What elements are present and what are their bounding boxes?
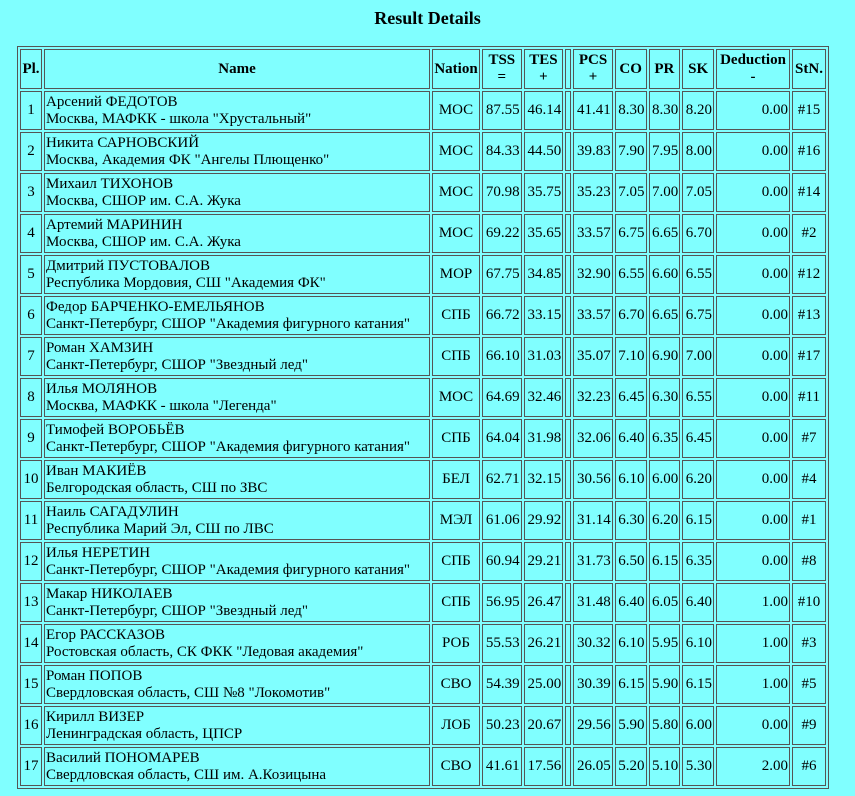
skater-club: Санкт-Петербург, СШОР "Звездный лед" [46, 602, 308, 619]
table-row [20, 460, 826, 499]
co-cell: 7.05 [615, 173, 647, 212]
spacer-cell [565, 747, 571, 786]
spacer-cell [565, 624, 571, 663]
nation-cell: МОР [432, 255, 480, 294]
start-number-cell: #14 [792, 173, 826, 212]
header-deduction-label: Deduction [720, 52, 786, 68]
skater-club: Москва, СШОР им. С.А. Жука [46, 192, 241, 209]
skater-club: Республика Мордовия, СШ "Академия ФК" [46, 274, 326, 291]
skater-club: Москва, Академия ФК "Ангелы Плющенко" [46, 151, 330, 168]
pcs-cell: 29.56 [573, 706, 613, 745]
tss-cell: 55.53 [482, 624, 522, 663]
pcs-cell: 32.90 [573, 255, 613, 294]
tss-cell: 66.72 [482, 296, 522, 335]
deduction-cell: 0.00 [716, 337, 790, 376]
start-number-cell: #13 [792, 296, 826, 335]
tss-cell: 64.69 [482, 378, 522, 417]
pcs-cell: 31.73 [573, 542, 613, 581]
place-cell: 12 [20, 542, 42, 581]
pcs-cell: 32.23 [573, 378, 613, 417]
pcs-cell: 30.39 [573, 665, 613, 704]
start-number-cell: #4 [792, 460, 826, 499]
start-number-cell: #17 [792, 337, 826, 376]
table-row [20, 624, 826, 663]
table-row [20, 706, 826, 745]
sk-cell: 8.00 [682, 132, 714, 171]
tss-cell: 69.22 [482, 214, 522, 253]
spacer-cell [565, 91, 571, 130]
pr-cell: 6.00 [649, 460, 681, 499]
start-number-cell: #1 [792, 501, 826, 540]
table-row [20, 583, 826, 622]
sk-cell: 6.55 [682, 378, 714, 417]
start-number-cell: #10 [792, 583, 826, 622]
name-cell [44, 378, 430, 417]
skater-club: Республика Марий Эл, СШ по ЛВС [46, 520, 274, 537]
spacer-cell [565, 706, 571, 745]
nation-cell: МОС [432, 173, 480, 212]
pr-cell: 6.65 [649, 214, 681, 253]
name-cell [44, 337, 430, 376]
table-row [20, 501, 826, 540]
deduction-cell: 0.00 [716, 378, 790, 417]
tes-cell: 35.65 [524, 214, 564, 253]
pcs-cell: 33.57 [573, 214, 613, 253]
co-cell: 6.30 [615, 501, 647, 540]
tss-cell: 87.55 [482, 91, 522, 130]
name-cell [44, 296, 430, 335]
nation-cell: СПБ [432, 542, 480, 581]
name-cell [44, 747, 430, 786]
pcs-cell: 41.41 [573, 91, 613, 130]
sk-cell: 6.15 [682, 501, 714, 540]
sk-cell: 6.75 [682, 296, 714, 335]
header-tes [524, 49, 564, 89]
start-number-cell: #16 [792, 132, 826, 171]
table-row [20, 255, 826, 294]
deduction-cell: 0.00 [716, 706, 790, 745]
header-tss [482, 49, 522, 89]
nation-cell: СПБ [432, 583, 480, 622]
name-cell [44, 501, 430, 540]
deduction-cell: 0.00 [716, 255, 790, 294]
skater-name: Никита САРНОВСКИЙ [46, 134, 200, 151]
pr-cell: 5.90 [649, 665, 681, 704]
spacer-cell [565, 378, 571, 417]
tes-cell: 26.47 [524, 583, 564, 622]
pcs-cell: 33.57 [573, 296, 613, 335]
header-deduction [716, 49, 790, 89]
tss-cell: 54.39 [482, 665, 522, 704]
pr-cell: 6.65 [649, 296, 681, 335]
tss-cell: 66.10 [482, 337, 522, 376]
skater-name: Роман ПОПОВ [46, 667, 143, 684]
start-number-cell: #5 [792, 665, 826, 704]
deduction-cell: 1.00 [716, 624, 790, 663]
co-cell: 6.10 [615, 460, 647, 499]
tss-cell: 67.75 [482, 255, 522, 294]
tss-cell: 56.95 [482, 583, 522, 622]
table-row [20, 132, 826, 171]
name-cell [44, 542, 430, 581]
table-row [20, 296, 826, 335]
tes-cell: 29.92 [524, 501, 564, 540]
skater-name: Роман ХАМЗИН [46, 339, 154, 356]
tss-cell: 41.61 [482, 747, 522, 786]
sk-cell: 6.40 [682, 583, 714, 622]
spacer-cell [565, 214, 571, 253]
deduction-cell: 0.00 [716, 173, 790, 212]
co-cell: 6.70 [615, 296, 647, 335]
sk-cell: 6.70 [682, 214, 714, 253]
spacer-cell [565, 460, 571, 499]
spacer-cell [565, 665, 571, 704]
tss-cell: 60.94 [482, 542, 522, 581]
skater-name: Василий ПОНОМАРЕВ [46, 749, 200, 766]
start-number-cell: #15 [792, 91, 826, 130]
nation-cell: МОС [432, 132, 480, 171]
co-cell: 6.15 [615, 665, 647, 704]
skater-name: Илья НЕРЕТИН [46, 544, 151, 561]
nation-cell: СПБ [432, 337, 480, 376]
nation-cell: МЭЛ [432, 501, 480, 540]
name-cell [44, 255, 430, 294]
start-number-cell: #11 [792, 378, 826, 417]
pr-cell: 6.30 [649, 378, 681, 417]
start-number-cell: #3 [792, 624, 826, 663]
tes-cell: 46.14 [524, 91, 564, 130]
results-table-header [20, 49, 826, 89]
start-number-cell: #12 [792, 255, 826, 294]
tes-cell: 31.98 [524, 419, 564, 458]
co-cell: 8.30 [615, 91, 647, 130]
tes-cell: 33.15 [524, 296, 564, 335]
header-nation: Nation [432, 49, 480, 89]
sk-cell: 7.00 [682, 337, 714, 376]
tss-cell: 64.04 [482, 419, 522, 458]
spacer-cell [565, 501, 571, 540]
pr-cell: 8.30 [649, 91, 681, 130]
deduction-cell: 1.00 [716, 665, 790, 704]
skater-name: Иван МАКИЁВ [46, 462, 147, 479]
skater-club: Белгородская область, СШ по ЗВС [46, 479, 268, 496]
pcs-cell: 35.23 [573, 173, 613, 212]
co-cell: 6.10 [615, 624, 647, 663]
sk-cell: 6.55 [682, 255, 714, 294]
skater-name: Кирилл ВИЗЕР [46, 708, 145, 725]
place-cell: 8 [20, 378, 42, 417]
header-tes-label: TES [529, 52, 558, 68]
place-cell: 6 [20, 296, 42, 335]
skater-club: Санкт-Петербург, СШОР "Звездный лед" [46, 356, 308, 373]
header-pcs-label: PCS [578, 52, 608, 68]
start-number-cell: #6 [792, 747, 826, 786]
pcs-cell: 30.56 [573, 460, 613, 499]
nation-cell: СВО [432, 747, 480, 786]
header-tss-label: TSS [488, 52, 516, 68]
tes-cell: 35.75 [524, 173, 564, 212]
co-cell: 5.20 [615, 747, 647, 786]
table-row [20, 173, 826, 212]
pcs-cell: 32.06 [573, 419, 613, 458]
header-spacer [565, 49, 571, 89]
skater-name: Михаил ТИХОНОВ [46, 175, 174, 192]
pr-cell: 5.95 [649, 624, 681, 663]
sk-cell: 8.20 [682, 91, 714, 130]
skater-club: Санкт-Петербург, СШОР "Академия фигурного катания" [46, 561, 411, 578]
deduction-cell: 0.00 [716, 501, 790, 540]
pcs-cell: 39.83 [573, 132, 613, 171]
name-cell [44, 460, 430, 499]
place-cell: 4 [20, 214, 42, 253]
sk-cell: 6.10 [682, 624, 714, 663]
place-cell: 1 [20, 91, 42, 130]
spacer-cell [565, 255, 571, 294]
spacer-cell [565, 173, 571, 212]
skater-club: Москва, СШОР им. С.А. Жука [46, 233, 241, 250]
co-cell: 6.75 [615, 214, 647, 253]
co-cell: 6.55 [615, 255, 647, 294]
nation-cell: СПБ [432, 296, 480, 335]
name-cell [44, 419, 430, 458]
deduction-cell: 0.00 [716, 296, 790, 335]
tss-cell: 62.71 [482, 460, 522, 499]
sk-cell: 6.00 [682, 706, 714, 745]
place-cell: 5 [20, 255, 42, 294]
nation-cell: СПБ [432, 419, 480, 458]
co-cell: 6.40 [615, 583, 647, 622]
header-row [20, 49, 826, 89]
deduction-cell: 0.00 [716, 419, 790, 458]
table-row [20, 419, 826, 458]
name-cell [44, 624, 430, 663]
nation-cell: ЛОБ [432, 706, 480, 745]
place-cell: 9 [20, 419, 42, 458]
co-cell: 7.10 [615, 337, 647, 376]
name-cell [44, 173, 430, 212]
tss-cell: 50.23 [482, 706, 522, 745]
pcs-cell: 30.32 [573, 624, 613, 663]
header-pr: PR [649, 49, 681, 89]
skater-club: Ленинградская область, ЦПСР [46, 725, 243, 742]
place-cell: 3 [20, 173, 42, 212]
pr-cell: 6.15 [649, 542, 681, 581]
pr-cell: 6.05 [649, 583, 681, 622]
tes-cell: 29.21 [524, 542, 564, 581]
header-place: Pl. [20, 49, 42, 89]
header-name: Name [44, 49, 430, 89]
tes-cell: 34.85 [524, 255, 564, 294]
header-tss-sign: = [497, 69, 507, 85]
table-row [20, 747, 826, 786]
skater-name: Макар НИКОЛАЕВ [46, 585, 173, 602]
tss-cell: 61.06 [482, 501, 522, 540]
spacer-cell [565, 296, 571, 335]
start-number-cell: #7 [792, 419, 826, 458]
place-cell: 16 [20, 706, 42, 745]
sk-cell: 6.20 [682, 460, 714, 499]
tss-cell: 70.98 [482, 173, 522, 212]
co-cell: 7.90 [615, 132, 647, 171]
name-cell [44, 132, 430, 171]
tes-cell: 32.46 [524, 378, 564, 417]
spacer-cell [565, 583, 571, 622]
tes-cell: 44.50 [524, 132, 564, 171]
pcs-cell: 31.48 [573, 583, 613, 622]
header-pcs [573, 49, 613, 89]
deduction-cell: 0.00 [716, 132, 790, 171]
header-sk: SK [682, 49, 714, 89]
spacer-cell [565, 419, 571, 458]
sk-cell: 5.30 [682, 747, 714, 786]
nation-cell: МОС [432, 91, 480, 130]
results-table [17, 46, 829, 789]
name-cell [44, 665, 430, 704]
header-pcs-sign: + [588, 69, 598, 85]
table-row [20, 542, 826, 581]
place-cell: 10 [20, 460, 42, 499]
tes-cell: 31.03 [524, 337, 564, 376]
pr-cell: 5.10 [649, 747, 681, 786]
page-title: Result Details [374, 8, 481, 28]
co-cell: 6.40 [615, 419, 647, 458]
skater-name: Федор БАРЧЕНКО-ЕМЕЛЬЯНОВ [46, 298, 265, 315]
deduction-cell: 2.00 [716, 747, 790, 786]
skater-club: Москва, МАФКК - школа "Хрустальный" [46, 110, 312, 127]
tes-cell: 25.00 [524, 665, 564, 704]
deduction-cell: 0.00 [716, 214, 790, 253]
spacer-cell [565, 337, 571, 376]
name-cell [44, 91, 430, 130]
pr-cell: 7.00 [649, 173, 681, 212]
deduction-cell: 0.00 [716, 460, 790, 499]
table-row [20, 214, 826, 253]
start-number-cell: #2 [792, 214, 826, 253]
skater-club: Свердловская область, СШ №8 "Локомотив" [46, 684, 331, 701]
deduction-cell: 1.00 [716, 583, 790, 622]
header-co: CO [615, 49, 647, 89]
co-cell: 5.90 [615, 706, 647, 745]
place-cell: 17 [20, 747, 42, 786]
co-cell: 6.45 [615, 378, 647, 417]
skater-name: Тимофей ВОРОБЬЁВ [46, 421, 185, 438]
spacer-cell [565, 542, 571, 581]
place-cell: 13 [20, 583, 42, 622]
sk-cell: 7.05 [682, 173, 714, 212]
tes-cell: 17.56 [524, 747, 564, 786]
skater-club: Санкт-Петербург, СШОР "Академия фигурного катания" [46, 315, 411, 332]
skater-name: Артемий МАРИНИН [46, 216, 183, 233]
place-cell: 14 [20, 624, 42, 663]
table-row [20, 378, 826, 417]
pr-cell: 6.20 [649, 501, 681, 540]
nation-cell: БЕЛ [432, 460, 480, 499]
nation-cell: СВО [432, 665, 480, 704]
co-cell: 6.50 [615, 542, 647, 581]
tes-cell: 20.67 [524, 706, 564, 745]
table-row [20, 665, 826, 704]
place-cell: 11 [20, 501, 42, 540]
tss-cell: 84.33 [482, 132, 522, 171]
pr-cell: 5.80 [649, 706, 681, 745]
skater-name: Наиль САГАДУЛИН [46, 503, 179, 520]
place-cell: 15 [20, 665, 42, 704]
spacer-cell [565, 132, 571, 171]
place-cell: 7 [20, 337, 42, 376]
skater-club: Свердловская область, СШ им. А.Козицына [46, 766, 327, 783]
pr-cell: 7.95 [649, 132, 681, 171]
pcs-cell: 26.05 [573, 747, 613, 786]
table-row [20, 91, 826, 130]
nation-cell: МОС [432, 214, 480, 253]
deduction-cell: 0.00 [716, 542, 790, 581]
start-number-cell: #9 [792, 706, 826, 745]
name-cell [44, 583, 430, 622]
pcs-cell: 31.14 [573, 501, 613, 540]
sk-cell: 6.35 [682, 542, 714, 581]
skater-name: Арсений ФЕДОТОВ [46, 93, 178, 110]
skater-club: Санкт-Петербург, СШОР "Академия фигурного катания" [46, 438, 411, 455]
start-number-cell: #8 [792, 542, 826, 581]
pr-cell: 6.90 [649, 337, 681, 376]
header-deduction-sign: - [750, 69, 756, 85]
pr-cell: 6.60 [649, 255, 681, 294]
skater-name: Илья МОЛЯНОВ [46, 380, 158, 397]
table-row [20, 337, 826, 376]
sk-cell: 6.15 [682, 665, 714, 704]
header-tes-sign: + [539, 69, 548, 85]
deduction-cell: 0.00 [716, 91, 790, 130]
name-cell [44, 214, 430, 253]
skater-club: Ростовская область, СК ФКК "Ледовая академия" [46, 643, 364, 660]
sk-cell: 6.45 [682, 419, 714, 458]
skater-name: Егор РАССКАЗОВ [46, 626, 166, 643]
skater-name: Дмитрий ПУСТОВАЛОВ [46, 257, 210, 274]
tes-cell: 26.21 [524, 624, 564, 663]
pr-cell: 6.35 [649, 419, 681, 458]
header-start-number: StN. [792, 49, 826, 89]
tes-cell: 32.15 [524, 460, 564, 499]
results-table-body [20, 91, 826, 786]
name-cell [44, 706, 430, 745]
pcs-cell: 35.07 [573, 337, 613, 376]
nation-cell: МОС [432, 378, 480, 417]
nation-cell: РОБ [432, 624, 480, 663]
skater-club: Москва, МАФКК - школа "Легенда" [46, 397, 277, 414]
place-cell: 2 [20, 132, 42, 171]
